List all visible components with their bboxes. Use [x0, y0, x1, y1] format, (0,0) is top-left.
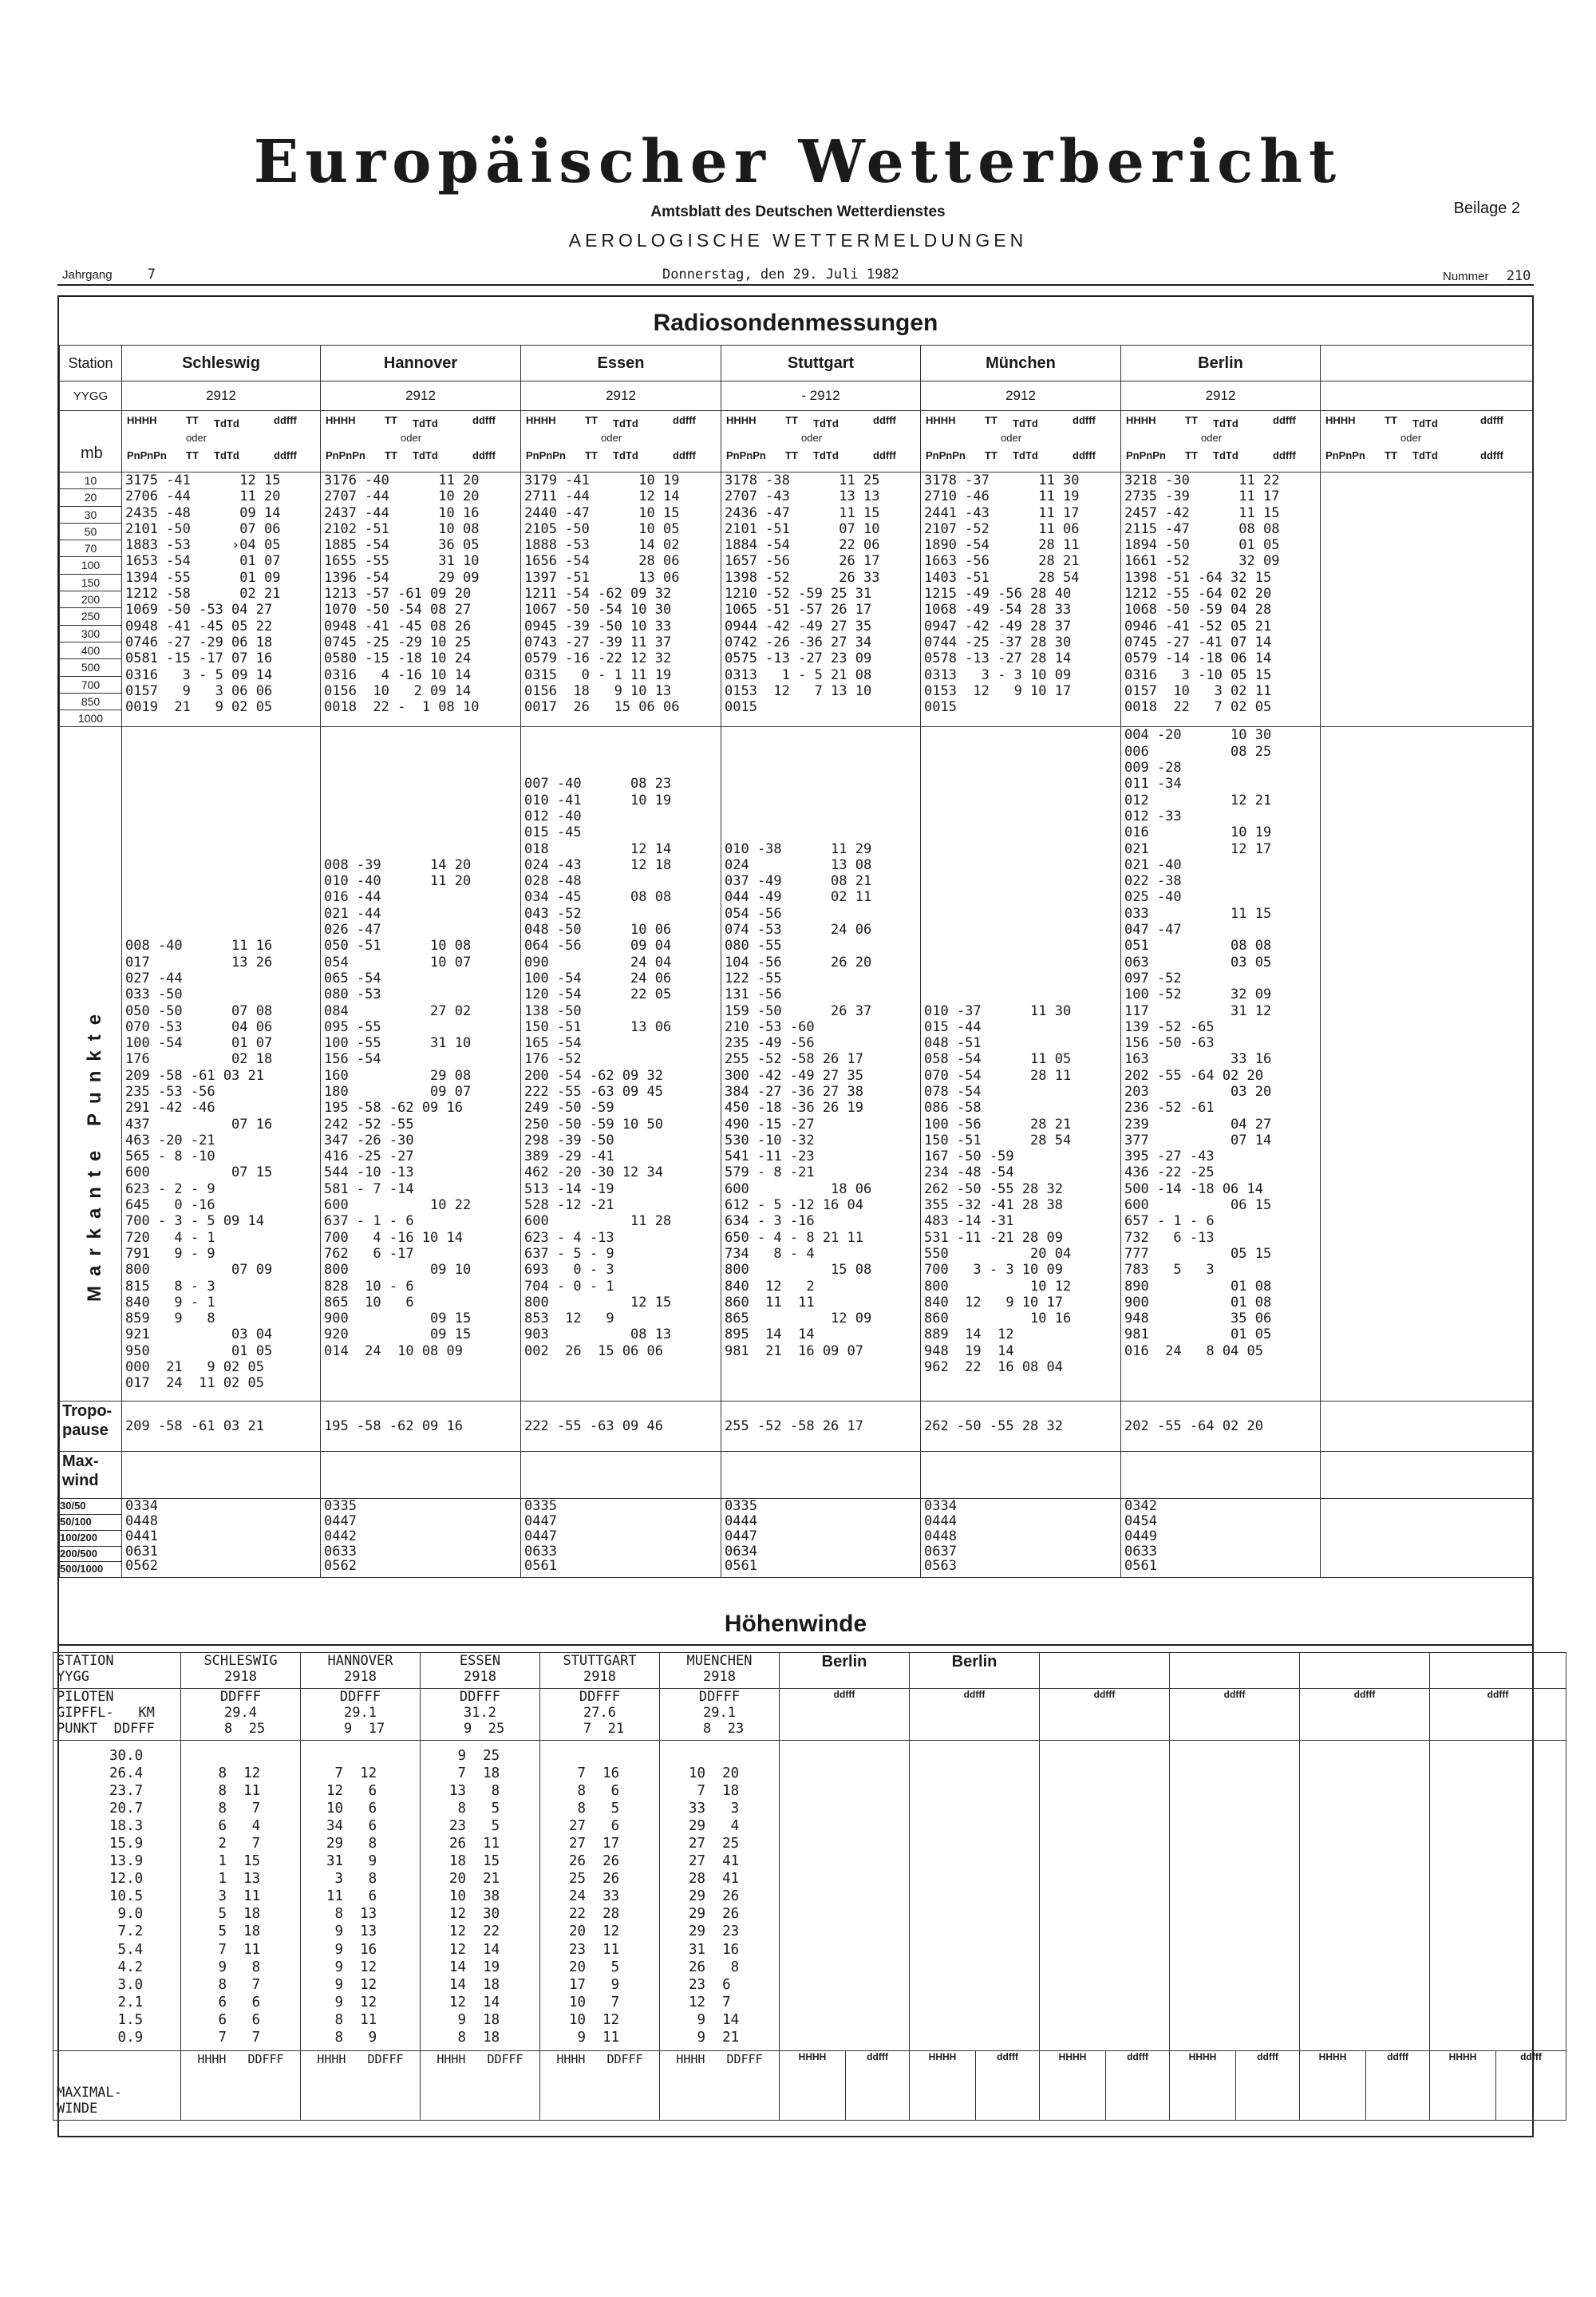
col-tdtd: TdTd: [813, 417, 839, 429]
maxwind-data-empty: [1321, 1499, 1533, 1578]
maxwind-data: 0335 0444 0447 0634 0561: [721, 1499, 921, 1578]
hw-col-ddfff: DDFFF: [606, 2052, 643, 2066]
col-oder: oder: [401, 432, 422, 444]
col-tt: TT: [186, 449, 199, 461]
hw-station-name: HANNOVER: [327, 1653, 393, 1669]
markante-data: 010 -38 11 29 024 13 08 037 -49 08 21 044 -49 02 11 054 -56 074 -53 24 06 080 -55 104 -56 26 20 122 -55 131 -56 159 -50 26 37 210 -53 -60 235 -49 -56 255 -52 -58 26 17 300 -42 -49 27 35 384 -27 -36 27 38 450 -18 -36 26 19 490 -15 -27 530 -10 -32 541 -11 -23 579 - 8 -21 600 18 06 612 - 5 -12 16 04 634 - 3 -16 650 - 4 - 8 21 11 734 8 - 4 800 15 08 840 12 2 860 11 11 865 12 09 895 14 14 981 21 16 09 07: [721, 727, 921, 1402]
hw-station: [660, 1653, 780, 1689]
col-tt: TT: [1385, 449, 1397, 461]
standard-levels-data: 3218 -30 11 22 2735 -39 11 17 2457 -42 11 15 2115 -47 08 08 1894 -50 01 05 1661 -52 32 09 1398 -51 -64 32 15 1212 -55 -64 02 20 1068 -50 -59 04 28 0946 -41 -52 05 21 0745 -27 -41 07 14 0579 -14 -18 06 14 0316 3 -10 05 15 0157 10 3 02 11 0018 22 7 02 05: [1121, 472, 1321, 727]
col-pppp: PnPnPn: [326, 449, 365, 461]
column-header: [921, 411, 1121, 472]
hw-yygg: 2918: [344, 1669, 377, 1685]
col-tt: TT: [785, 449, 798, 461]
hw-empty-header: [1300, 1653, 1430, 1689]
maxwind-spacer: [521, 1452, 721, 1499]
hw-data-row: [53, 1741, 1566, 2051]
hw-ddfff-header: ddfff: [1430, 1689, 1566, 1741]
hw-station-name: SCHLESWIG: [203, 1653, 278, 1669]
hw-maxwind-row: [53, 2051, 1566, 2121]
hw-station-label: STATION YYGG: [53, 1653, 181, 1689]
hw-col-hhhh: HHHH: [197, 2052, 227, 2066]
hw-empty-winds: [1430, 1741, 1566, 2051]
col-tt: TT: [385, 414, 397, 426]
hw-station: [181, 1653, 301, 1689]
hw-winds: 8 12 8 11 8 7 6 4 2 7 1 15 1 13 3 11 5 18 5 18 7 11 9 8 8 7 6 6 6 6 7 7: [181, 1741, 301, 2051]
hw-heights: 30.0 26.4 23.7 20.7 18.3 15.9 13.9 12.0 10.5 9.0 7.2 5.4 4.2 3.0 2.1 1.5 0.9: [53, 1741, 181, 2051]
nummer-label: [1443, 268, 1531, 284]
level-label: 100: [60, 557, 121, 574]
radiosonde-table: [59, 345, 1533, 1578]
level-label: 30: [60, 507, 121, 524]
col-tdtd: TdTd: [1412, 449, 1438, 461]
hw-col-hhhh: HHHH: [556, 2052, 586, 2066]
level-label: 400: [60, 642, 121, 659]
maxwind-level: 100/200: [60, 1531, 121, 1547]
hw-empty-winds: [1170, 1741, 1300, 2051]
hw-gipfel: DDFFF 29.1 8 23: [660, 1689, 780, 1741]
maxwind-data: 0342 0454 0449 0633 0561: [1121, 1499, 1321, 1578]
tropopause-row: [60, 1402, 1533, 1452]
yygg-value: 2912: [1121, 382, 1321, 411]
col-tdtd: TdTd: [214, 417, 239, 429]
col-tdtd: TdTd: [413, 417, 438, 429]
col-tdtd: TdTd: [613, 417, 638, 429]
station-name: Schleswig: [122, 346, 321, 382]
col-tdtd: TdTd: [1213, 417, 1238, 429]
col-hhhh: HHHH: [526, 414, 556, 426]
markante-data: 008 -40 11 16 017 13 26 027 -44 033 -50 050 -50 07 08 070 -53 04 06 100 -54 01 07 176 02 18 209 -58 -61 03 21 235 -53 -56 291 -42 -46 437 07 16 463 -20 -21 565 - 8 -10 600 07 15 623 - 2 - 9 645 0 -16 700 - 3 - 5 09 14 720 4 - 1 791 9 - 9 800 07 09 815 8 - 3 840 9 - 1 859 9 8 921 03 04 950 01 05 000 21 9 02 05 017 24 11 02 05: [122, 727, 321, 1402]
markante-label: Markante Punkte: [84, 1005, 105, 1303]
hw-col-ddfff: DDFFF: [726, 2052, 763, 2066]
col-ddfff: ddfff: [1073, 414, 1096, 426]
hw-col-hhhh: HHHH: [910, 2051, 976, 2121]
col-pppp: PnPnPn: [1325, 449, 1365, 461]
station-name: München: [921, 346, 1121, 382]
standard-levels-data-empty: [1321, 472, 1533, 727]
hw-col-hhhh: HHHH: [780, 2051, 846, 2121]
col-tdtd: TdTd: [613, 449, 638, 461]
station-name: Berlin: [1121, 346, 1321, 382]
col-oder: oder: [801, 432, 823, 444]
markante-data: 007 -40 08 23 010 -41 10 19 012 -40 015 -45 018 12 14 024 -43 12 18 028 -48 034 -45 08 08 043 -52 048 -50 10 06 064 -56 09 04 090 24 04 100 -54 24 06 120 -54 22 05 138 -50 150 -51 13 06 165 -54 176 -52 200 -54 -62 09 32 222 -55 -63 09 45 249 -50 -59 250 -50 -59 10 50 298 -39 -50 389 -29 -41 462 -20 -30 12 34 513 -14 -19 528 -12 -21 600 11 28 623 - 4 -13 637 - 5 - 9 693 0 - 3 704 - 0 - 1 800 12 15 853 12 9 903 08 13 002 26 15 06 06: [521, 727, 721, 1402]
level-label: 1000: [77, 712, 104, 725]
yygg-value: 2912: [321, 382, 521, 411]
col-ddfff: ddfff: [274, 449, 297, 461]
col-hhhh: HHHH: [1126, 414, 1156, 426]
hw-col-hhhh: HHHH: [1430, 2051, 1496, 2121]
hw-ddfff-header: ddfff: [780, 1689, 910, 1741]
hw-winds: 7 16 8 6 8 5 27 6 27 17 26 26 25 26 24 33 22 28 20 12 23 11 20 5 17 9 10 7 10 12 9 11: [540, 1741, 660, 2051]
hw-yygg: 2918: [703, 1669, 736, 1685]
markante-row: [60, 727, 1533, 1402]
jahrgang-value: 7: [147, 267, 156, 283]
hw-piloten-label: PILOTEN GIPFFL- KM PUNKT DDFFF: [53, 1689, 181, 1741]
maxwind-level: 200/500: [60, 1547, 121, 1563]
col-tdtd: TdTd: [1013, 449, 1038, 461]
column-header: [321, 411, 521, 472]
col-tt: TT: [1385, 414, 1397, 426]
markante-data-empty: [1321, 727, 1533, 1402]
yygg-label: YYGG: [60, 382, 122, 411]
hw-station-name: ESSEN: [459, 1653, 501, 1669]
tropopause-data: 202 -55 -64 02 20: [1121, 1402, 1321, 1452]
hw-empty-header: [1430, 1653, 1566, 1689]
masthead-title: Europäischer Wetterbericht: [253, 128, 1343, 196]
radiosonde-title: Radiosondenmessungen: [653, 310, 938, 336]
hw-empty-winds: [1300, 1741, 1430, 2051]
hw-col-hhhh: HHHH: [317, 2052, 346, 2066]
maxwind-level: 500/1000: [60, 1563, 104, 1575]
col-hhhh: HHHH: [326, 414, 356, 426]
hw-col-ddfff: ddfff: [1106, 2051, 1170, 2121]
col-tt: TT: [1185, 449, 1198, 461]
hw-maximal-label: MAXIMAL- WINDE: [53, 2051, 181, 2121]
yygg-value: - 2912: [721, 382, 921, 411]
hw-col-ddfff: ddfff: [1366, 2051, 1430, 2121]
mb-label: mb: [81, 445, 103, 462]
level-label: 500: [60, 659, 121, 676]
level-label: 700: [60, 677, 121, 694]
col-tt: TT: [1185, 414, 1198, 426]
yygg-value: 2912: [122, 382, 321, 411]
standard-levels-data: 3176 -40 11 20 2707 -44 10 20 2437 -44 10 16 2102 -51 10 08 1885 -54 36 05 1655 -55 31 10 1396 -54 29 09 1213 -57 -61 09 20 1070 -50 -54 08 27 0948 -41 -45 08 26 0745 -25 -29 10 25 0580 -15 -18 10 24 0316 4 -16 10 14 0156 10 2 09 14 0018 22 - 1 08 10: [321, 472, 521, 727]
hw-empty-header: [1170, 1653, 1300, 1689]
tropopause-data: 255 -52 -58 26 17: [721, 1402, 921, 1452]
maxwind-spacer: [1121, 1452, 1321, 1499]
mb-header: [60, 411, 122, 472]
level-label: 200: [60, 591, 121, 608]
hw-col-ddfff: DDFFF: [367, 2052, 404, 2066]
maxwind-data: 0334 0448 0441 0631 0562: [122, 1499, 321, 1578]
hw-col-ddfff: ddfff: [846, 2051, 910, 2121]
column-header: [721, 411, 921, 472]
nummer-value: 210: [1506, 268, 1531, 284]
column-header: [1321, 411, 1533, 472]
col-tdtd: TdTd: [1013, 417, 1038, 429]
hw-ddfff-header: ddfff: [1040, 1689, 1170, 1741]
level-label: 300: [60, 626, 121, 642]
col-ddfff: ddfff: [1073, 449, 1096, 461]
hw-col-ddfff: ddfff: [1496, 2051, 1566, 2121]
col-tt: TT: [585, 414, 598, 426]
hw-gipfel: DDFFF 29.4 8 25: [181, 1689, 301, 1741]
col-ddfff: ddfff: [472, 414, 496, 426]
section-heading: AEROLOGISCHE WETTERMELDUNGEN: [568, 230, 1028, 251]
col-tt: TT: [585, 449, 598, 461]
col-pppp: PnPnPn: [1126, 449, 1166, 461]
hw-col-hhhh: HHHH: [1300, 2051, 1366, 2121]
col-ddfff: ddfff: [1273, 449, 1296, 461]
hw-station: [540, 1653, 660, 1689]
hw-col-hhhh: HHHH: [676, 2052, 705, 2066]
maxwind-data: 0334 0444 0448 0637 0563: [921, 1499, 1121, 1578]
col-pppp: PnPnPn: [127, 449, 167, 461]
markante-label-cell: [60, 727, 122, 1402]
maxwind-data: 0335 0447 0442 0633 0562: [321, 1499, 521, 1578]
tropopause-data-empty: [1321, 1402, 1533, 1452]
standard-levels-data: 3179 -41 10 19 2711 -44 12 14 2440 -47 10 15 2105 -50 10 05 1888 -53 14 02 1656 -54 28 06 1397 -51 13 06 1211 -54 -62 09 32 1067 -50 -54 10 30 0945 -39 -50 10 33 0743 -27 -39 11 37 0579 -16 -22 12 32 0315 0 - 1 11 19 0156 18 9 10 13 0017 26 15 06 06: [521, 472, 721, 727]
hw-yygg: 2918: [224, 1669, 257, 1685]
maxwind-spacer: [721, 1452, 921, 1499]
column-header: [122, 411, 321, 472]
hoehenwinde-title: Höhenwinde: [724, 1611, 867, 1637]
hw-winds: 9 25 7 18 13 8 8 5 23 5 26 11 18 15 20 21 10 38 12 30 12 22 12 14 14 19 14 18 12 14 9 18 8 18: [421, 1741, 540, 2051]
hw-station: [301, 1653, 421, 1689]
column-header: [1121, 411, 1321, 472]
markante-data: 010 -37 11 30 015 -44 048 -51 058 -54 11 05 070 -54 28 11 078 -54 086 -58 100 -56 28 21 150 -51 28 54 167 -50 -59 234 -48 -54 262 -50 -55 28 32 355 -32 -41 28 38 483 -14 -31 531 -11 -21 28 09 550 20 04 700 3 - 3 10 09 800 10 12 840 12 9 10 17 860 10 16 889 14 12 948 19 14 962 22 16 08 04: [921, 727, 1121, 1402]
col-ddfff: ddfff: [873, 449, 896, 461]
level-label: 20: [60, 489, 121, 506]
col-ddfff: ddfff: [873, 414, 896, 426]
level-label: 70: [60, 540, 121, 557]
hw-maxwind-header: [421, 2051, 540, 2121]
header-rule: [57, 284, 1534, 286]
tropopause-data: 262 -50 -55 28 32: [921, 1402, 1121, 1452]
beilage-label: Beilage 2: [1453, 200, 1520, 217]
col-hhhh: HHHH: [1325, 414, 1356, 426]
col-tdtd: TdTd: [413, 449, 438, 461]
hw-col-hhhh: HHHH: [1040, 2051, 1106, 2121]
hw-station-name: MUENCHEN: [686, 1653, 753, 1669]
col-tdtd: TdTd: [1412, 417, 1438, 429]
yygg-value: 2912: [521, 382, 721, 411]
hw-col-ddfff: ddfff: [976, 2051, 1040, 2121]
col-tdtd: TdTd: [214, 449, 239, 461]
hw-empty-winds: [780, 1741, 910, 2051]
station-name: Hannover: [321, 346, 521, 382]
col-ddfff: ddfff: [1273, 414, 1296, 426]
hw-gipfel: DDFFF 31.2 9 25: [421, 1689, 540, 1741]
hw-winds: 10 20 7 18 33 3 29 4 27 25 27 41 28 41 29 26 29 26 29 23 31 16 26 8 23 6 12 7 9 14 9 21: [660, 1741, 780, 2051]
col-pppp: PnPnPn: [526, 449, 566, 461]
hw-gipfel: DDFFF 29.1 9 17: [301, 1689, 421, 1741]
station-label: Station: [60, 346, 122, 382]
hw-empty-header: [1040, 1653, 1170, 1689]
col-tt: TT: [785, 414, 798, 426]
column-header-row: [60, 411, 1533, 472]
col-pppp: PnPnPn: [926, 449, 966, 461]
hw-maxwind-header: [181, 2051, 301, 2121]
col-oder: oder: [1400, 432, 1422, 444]
maxwind-level: 30/50: [60, 1499, 121, 1515]
hw-ddfff-header: ddfff: [1300, 1689, 1430, 1741]
level-label: 850: [60, 694, 121, 710]
maxwind-spacer: [1321, 1452, 1533, 1499]
maxwind-spacer: [122, 1452, 321, 1499]
hw-ddfff-header: ddfff: [910, 1689, 1040, 1741]
col-ddfff: ddfff: [1480, 449, 1503, 461]
hw-maxwind-header: [660, 2051, 780, 2121]
hw-yygg: 2918: [583, 1669, 616, 1685]
markante-data: 004 -20 10 30 006 08 25 009 -28 011 -34 012 12 21 012 -33 016 10 19 021 12 17 021 -40 022 -38 025 -40 033 11 15 047 -47 051 08 08 063 03 05 097 -52 100 -52 32 09 117 31 12 139 -52 -65 156 -50 -63 163 33 16 202 -55 -64 02 20 203 03 20 236 -52 -61 239 04 27 377 07 14 395 -27 -43 436 -22 -25 500 -14 -18 06 14 600 06 15 657 - 1 - 6 732 6 -13 777 05 15 783 5 3 890 01 08 900 01 08 948 35 06 981 01 05 016 24 8 04 05: [1121, 727, 1321, 1402]
col-pppp: PnPnPn: [726, 449, 766, 461]
markante-data: 008 -39 14 20 010 -40 11 20 016 -44 021 -44 026 -47 050 -51 10 08 054 10 07 065 -54 080 -53 084 27 02 095 -55 100 -55 31 10 156 -54 160 29 08 180 09 07 195 -58 -62 09 16 242 -52 -55 347 -26 -30 416 -25 -27 544 -10 -13 581 - 7 -14 600 10 22 637 - 1 - 6 700 4 -16 10 14 762 6 -17 800 09 10 828 10 - 6 865 10 6 900 09 15 920 09 15 014 24 10 08 09: [321, 727, 521, 1402]
jahrgang-label: [62, 267, 156, 283]
maxwind-label: Max-wind: [60, 1452, 122, 1499]
maxwind-levels: [60, 1499, 122, 1578]
maxwind-data: 0335 0447 0447 0633 0561: [521, 1499, 721, 1578]
hw-yygg: 2918: [464, 1669, 496, 1685]
hw-col-ddfff: ddfff: [1236, 2051, 1300, 2121]
col-tdtd: TdTd: [1213, 449, 1238, 461]
hw-col-ddfff: DDFFF: [247, 2052, 284, 2066]
col-oder: oder: [1201, 432, 1223, 444]
hw-berlin-header: Berlin: [910, 1653, 1040, 1689]
jahrgang-text: Jahrgang: [62, 268, 113, 282]
hw-col-ddfff: DDFFF: [487, 2052, 523, 2066]
col-hhhh: HHHH: [726, 414, 757, 426]
level-label: 250: [60, 608, 121, 625]
tropopause-data: 195 -58 -62 09 16: [321, 1402, 521, 1452]
hw-station-name: STUTTGART: [563, 1653, 637, 1669]
level-label: 150: [60, 575, 121, 591]
column-header: [521, 411, 721, 472]
standard-levels-data: 3178 -38 11 25 2707 -43 13 13 2436 -47 11 15 2101 -51 07 10 1884 -54 22 06 1657 -56 26 17 1398 -52 26 33 1210 -52 -59 25 31 1065 -51 -57 26 17 0944 -42 -49 27 35 0742 -26 -36 27 34 0575 -13 -27 23 09 0313 1 - 5 21 08 0153 12 7 13 10 0015: [721, 472, 921, 727]
col-ddfff: ddfff: [1480, 414, 1503, 426]
nummer-text: Nummer: [1443, 270, 1489, 283]
maxwind-level: 50/100: [60, 1515, 121, 1531]
station-name: Stuttgart: [721, 346, 921, 382]
tropopause-data: 222 -55 -63 09 46: [521, 1402, 721, 1452]
hw-ddfff-header: ddfff: [1170, 1689, 1300, 1741]
col-tt: TT: [985, 449, 998, 461]
level-label: 10: [60, 472, 121, 489]
station-name: Essen: [521, 346, 721, 382]
hw-empty-winds: [1040, 1741, 1170, 2051]
yygg-value-empty: [1321, 382, 1533, 411]
yygg-row: [60, 382, 1533, 411]
hw-col-hhhh: HHHH: [1170, 2051, 1236, 2121]
tropopause-data: 209 -58 -61 03 21: [122, 1402, 321, 1452]
col-oder: oder: [601, 432, 622, 444]
col-ddfff: ddfff: [472, 449, 496, 461]
hw-piloten-row: [53, 1689, 1566, 1741]
col-tt: TT: [186, 414, 199, 426]
col-tt: TT: [985, 414, 998, 426]
col-ddfff: ddfff: [274, 414, 297, 426]
station-name-empty: [1321, 346, 1533, 382]
maxwind-label-row: [60, 1452, 1533, 1499]
hoehenwinde-rule: [57, 1644, 1534, 1646]
col-oder: oder: [186, 432, 207, 444]
hw-berlin-header: Berlin: [780, 1653, 910, 1689]
pressure-levels: [60, 472, 122, 727]
col-ddfff: ddfff: [673, 414, 696, 426]
hw-col-hhhh: HHHH: [437, 2052, 466, 2066]
standard-levels-row: [60, 472, 1533, 727]
col-hhhh: HHHH: [926, 414, 956, 426]
station-row: [60, 346, 1533, 382]
tropopause-label: Tropo-pause: [60, 1402, 122, 1452]
standard-levels-data: 3175 -41 12 15 2706 -44 11 20 2435 -48 09 14 2101 -50 07 06 1883 -53 ›04 05 1653 -54 01 07 1394 -55 01 09 1212 -58 02 21 1069 -50 -53 04 27 0948 -41 -45 05 22 0746 -27 -29 06 18 0581 -15 -17 07 16 0316 3 - 5 09 14 0157 9 3 06 06 0019 21 9 02 05: [122, 472, 321, 727]
col-tt: TT: [385, 449, 397, 461]
maxwind-row: [60, 1499, 1533, 1578]
masthead-subtitle: Amtsblatt des Deutschen Wetterdienstes: [650, 204, 946, 220]
hw-winds: 7 12 12 6 10 6 34 6 29 8 31 9 3 8 11 6 8 13 9 13 9 16 9 12 9 12 9 12 8 11 8 9: [301, 1741, 421, 2051]
col-tdtd: TdTd: [813, 449, 839, 461]
hoehenwinde-table: [53, 1652, 1566, 2121]
level-label: 50: [60, 524, 121, 540]
maxwind-spacer: [321, 1452, 521, 1499]
standard-levels-data: 3178 -37 11 30 2710 -46 11 19 2441 -43 11 17 2107 -52 11 06 1890 -54 28 11 1663 -56 28 21 1403 -51 28 54 1215 -49 -56 28 40 1068 -49 -54 28 33 0947 -42 -49 28 37 0744 -25 -37 28 30 0578 -13 -27 28 14 0313 3 - 3 10 09 0153 12 9 10 17 0015: [921, 472, 1121, 727]
col-ddfff: ddfff: [673, 449, 696, 461]
col-hhhh: HHHH: [127, 414, 157, 426]
maxwind-spacer: [921, 1452, 1121, 1499]
col-oder: oder: [1001, 432, 1022, 444]
hw-maxwind-header: [301, 2051, 421, 2121]
hw-maxwind-header: [540, 2051, 660, 2121]
issue-date: Donnerstag, den 29. Juli 1982: [662, 267, 899, 283]
hw-station: [421, 1653, 540, 1689]
hw-station-row: [53, 1653, 1566, 1689]
hw-empty-winds: [910, 1741, 1040, 2051]
hw-gipfel: DDFFF 27.6 7 21: [540, 1689, 660, 1741]
yygg-value: 2912: [921, 382, 1121, 411]
